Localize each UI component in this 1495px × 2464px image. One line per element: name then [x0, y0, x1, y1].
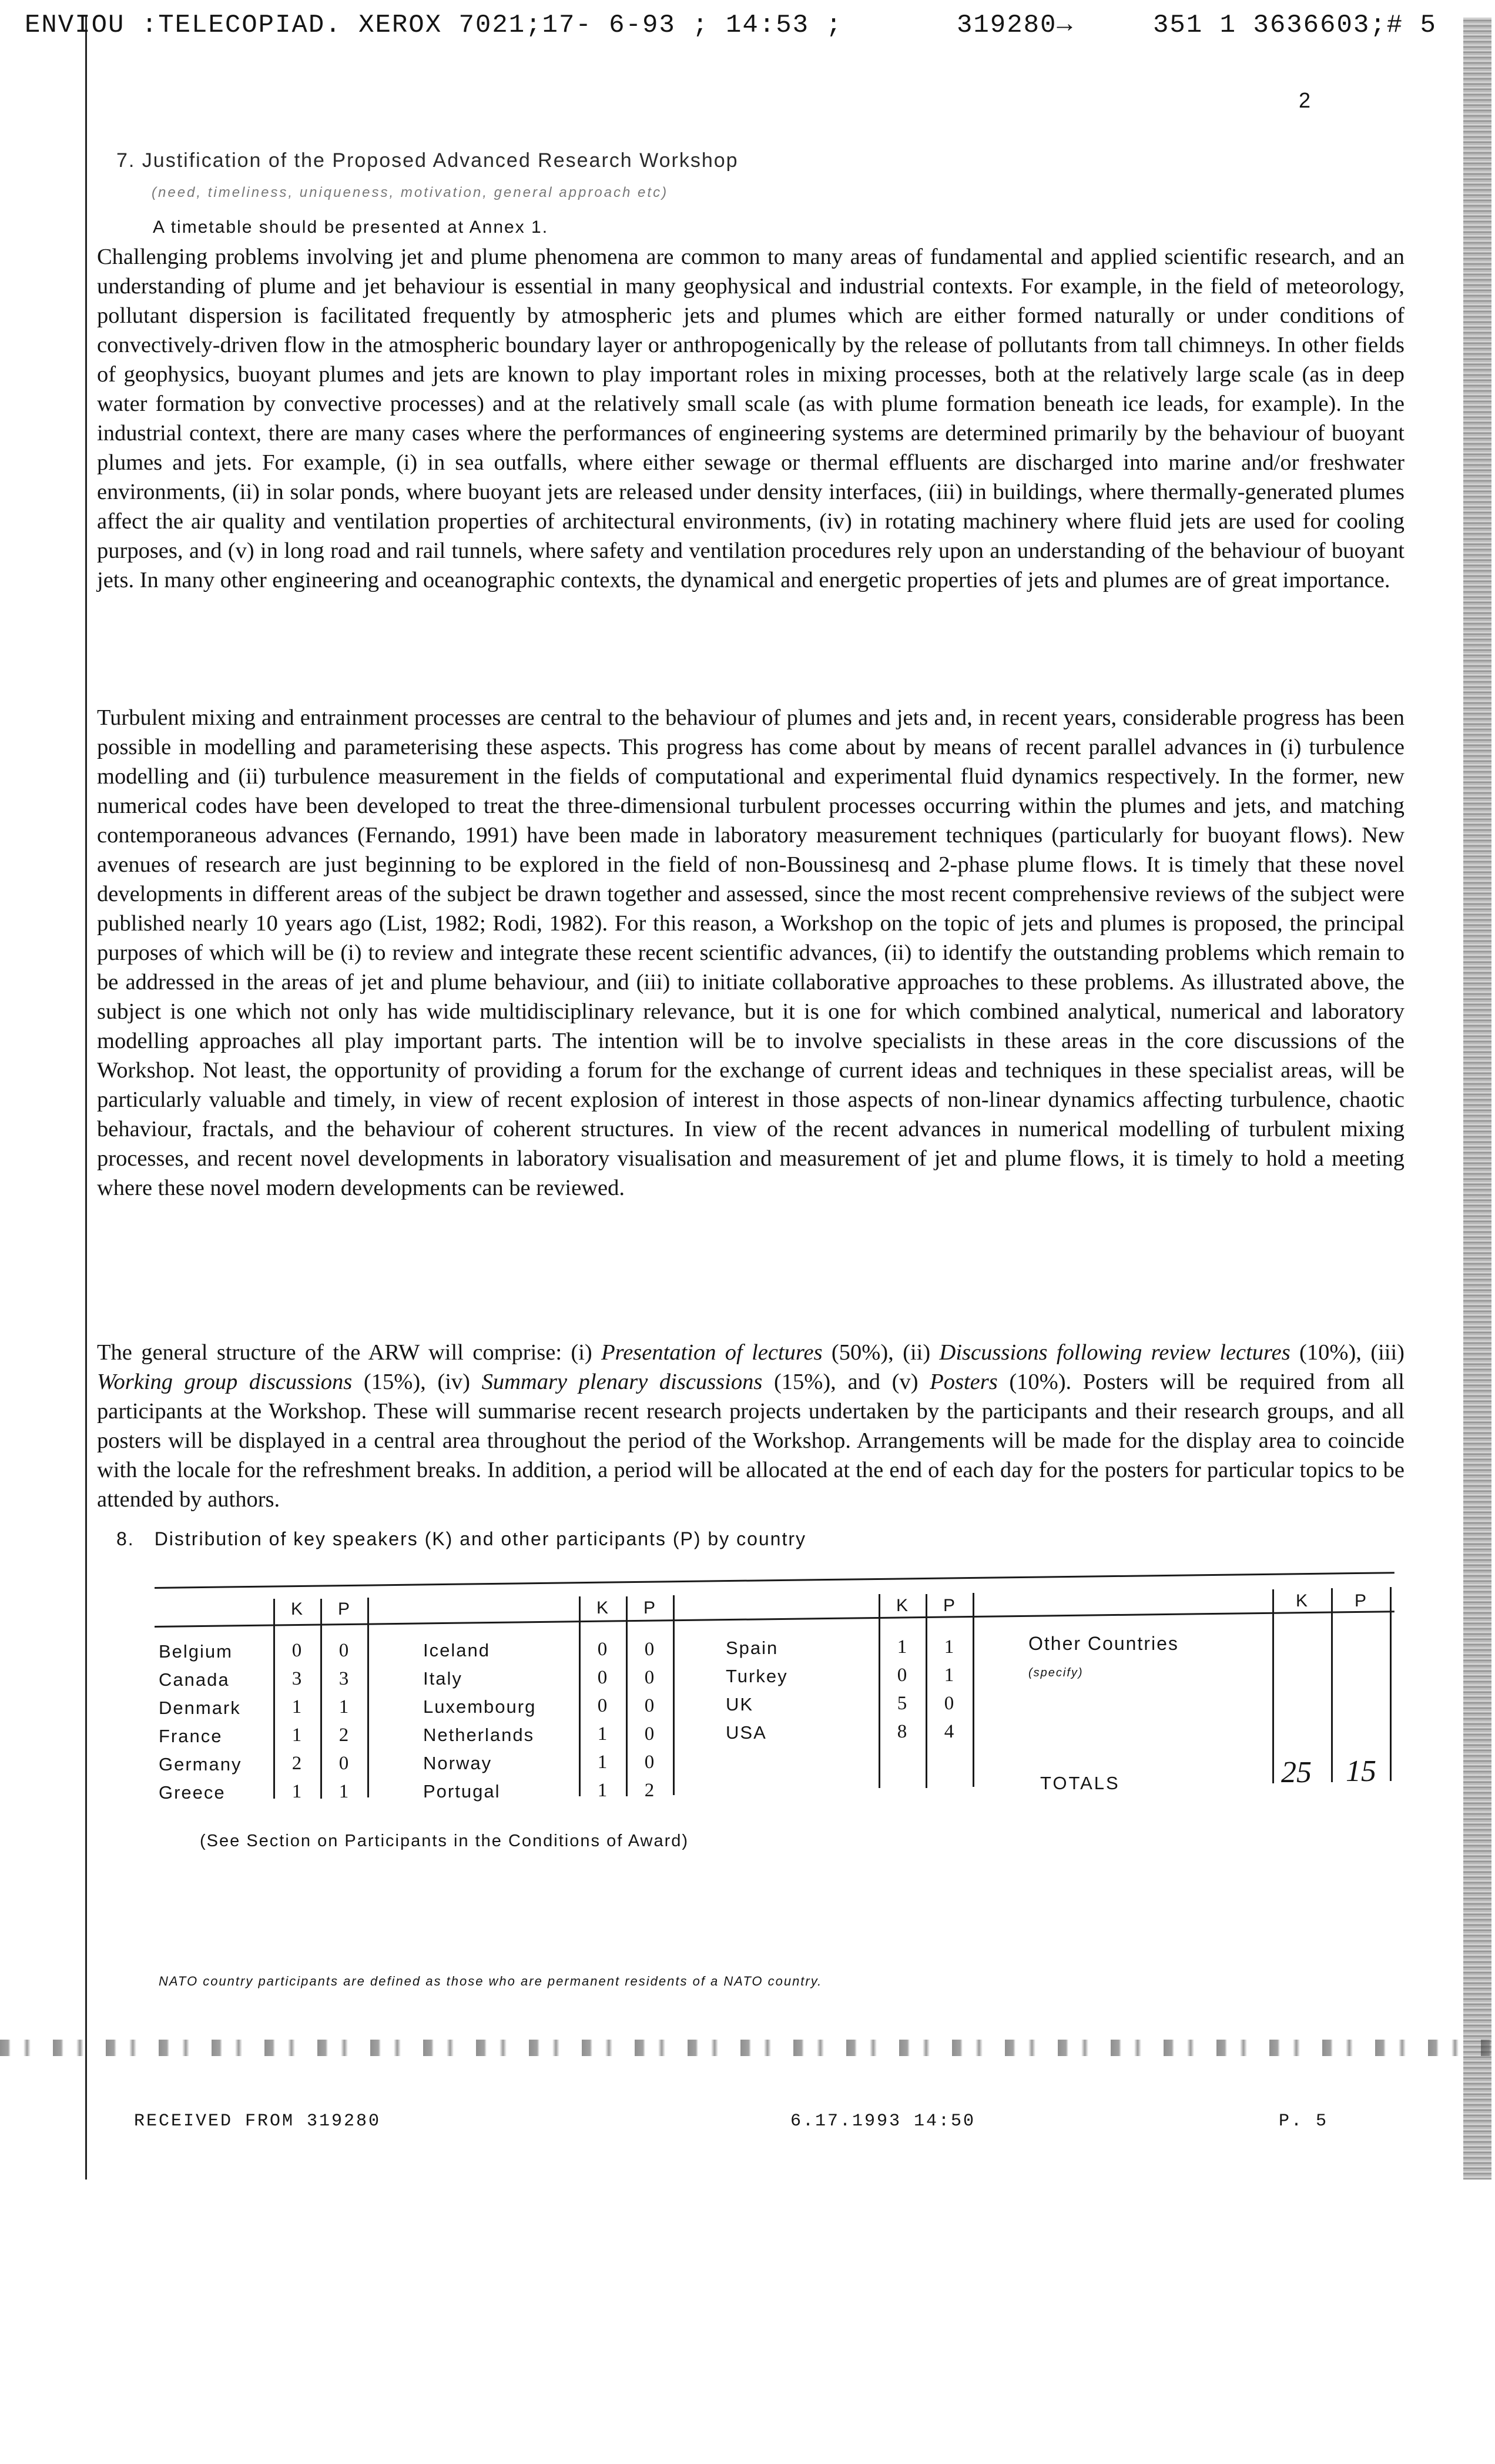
country-iceland: Iceland — [423, 1640, 490, 1660]
col-p-header: P — [337, 1599, 350, 1619]
received-from: RECEIVED FROM 319280 — [134, 2111, 381, 2131]
netherlands-p: 0 — [644, 1723, 655, 1745]
portugal-k: 1 — [597, 1780, 608, 1801]
usa-p: 4 — [944, 1721, 954, 1742]
table-rule — [673, 1595, 675, 1795]
table-rule — [926, 1594, 927, 1788]
p3-emphasis-lectures: Presentation of lectures — [601, 1340, 823, 1365]
country-spain: Spain — [726, 1638, 779, 1658]
col-k-header: K — [896, 1596, 908, 1615]
country-norway: Norway — [423, 1753, 492, 1773]
paragraph-arw-structure — [97, 1338, 1405, 1514]
table-rule — [1331, 1588, 1333, 1782]
received-page: P. 5 — [1279, 2111, 1329, 2131]
p3-text-6: (10%). Posters will be required from all participants at the Workshop. These will summarise recent research projects undertaken by the participants and their research groups, and all posters will be displayed in a central area throughout the period of the Workshop. Arrangements will be made for the display area to coincide with the locale for the refreshment breaks. In addition, a period will be allocated at the end of each day for the posters for particular topics to be attended by authors. — [97, 1370, 1405, 1512]
participants-table — [150, 1575, 1402, 1810]
other-countries-label: Other Countries — [1028, 1633, 1179, 1654]
greece-p: 1 — [338, 1781, 349, 1802]
table-top-rule — [155, 1572, 1395, 1589]
table-rule — [879, 1594, 880, 1788]
spain-p: 1 — [944, 1636, 954, 1658]
section-7-subheading: (need, timeliness, uniqueness, motivation, general approach etc) — [152, 185, 669, 200]
col-k-header: K — [290, 1599, 303, 1619]
col-p-header: P — [943, 1596, 955, 1615]
fax-header-sender: ENVIOU :TELECOPIAD. XEROX 7021;17- 6-93 ; 14:53 ; — [25, 11, 843, 40]
specify-note: (specify) — [1028, 1666, 1084, 1679]
table-rule — [367, 1598, 369, 1797]
italy-p: 0 — [644, 1667, 655, 1688]
table-rule — [273, 1599, 275, 1799]
p3-emphasis-posters: Posters — [930, 1370, 998, 1394]
section-7-heading: 7. Justification of the Proposed Advanced Research Workshop — [116, 149, 739, 172]
blank-bottom-margin — [0, 2180, 1495, 2464]
p3-emphasis-plenary: Summary plenary discussions — [481, 1370, 763, 1394]
iceland-p: 0 — [644, 1639, 655, 1660]
paragraph-jets-plumes-applications: Challenging problems involving jet and plume phenomena are common to many areas of fundamental and applied scientific research, and an understanding of plume and jet behaviour is essential in many geophysical and industrial contexts. For example, in the field of meteorology, pollutant dispersion is facilitated frequently by atmospheric jets and plumes which are either formed naturally or under conditions of convectively-driven flow in the atmospheric boundary layer or anthropogenically by the release of pollutants from tall chimneys. In other fields of geophysics, buoyant plumes and jets are known to play important roles in mixing processes, both at the relatively large scale (as in deep water formation by convective processes) and at the relatively small scale (as with plume formation beneath ice leads, for example). In the industrial context, there are many cases where the performances of engineering systems are determined primarily by the behaviour of buoyant plumes and jets. For example, (i) in sea outfalls, where either sewage or thermal effluents are discharged into marine and/or freshwater environments, (ii) in solar ponds, where buoyant jets are released under density interfaces, (iii) in buildings, where thermally-generated plumes affect the air quality and ventilation properties of architectural environments, (iv) in rotating machinery where fluid jets are used for cooling purposes, and (v) in long road and rail tunnels, where safety and ventilation procedures rely upon an understanding of the behaviour of buoyant jets. In many other engineering and oceanographic contexts, the dynamical and energetic properties of jets and plumes are of great importance. — [97, 245, 1405, 592]
fax-header-number: 319280→ — [957, 11, 1074, 40]
country-usa: USA — [726, 1722, 767, 1743]
germany-k: 2 — [291, 1753, 302, 1774]
p3-emphasis-discussions: Discussions following review lectures — [939, 1340, 1290, 1365]
table-rule — [1272, 1589, 1274, 1783]
uk-k: 5 — [897, 1693, 907, 1714]
portugal-p: 2 — [644, 1780, 655, 1801]
fax-header-destination: 351 1 3636603;# 5 — [1153, 11, 1437, 40]
nato-country-note: NATO country participants are defined as those who are permanent residents of a NATO country. — [159, 1974, 823, 1988]
greece-k: 1 — [291, 1781, 302, 1802]
total-p: 15 — [1346, 1755, 1376, 1788]
country-germany: Germany — [159, 1754, 242, 1775]
country-france: France — [159, 1726, 223, 1746]
p3-text-2: (50%), (ii) — [822, 1340, 940, 1365]
p3-text-1: The general structure of the ARW will comprise: (i) — [97, 1340, 602, 1365]
col-k-header: K — [596, 1598, 608, 1618]
p3-emphasis-working-groups: Working group discussions — [97, 1370, 353, 1394]
spain-k: 1 — [897, 1636, 907, 1658]
country-luxembourg: Luxembourg — [423, 1696, 537, 1717]
country-portugal: Portugal — [423, 1781, 501, 1802]
turkey-p: 1 — [944, 1665, 954, 1686]
luxembourg-k: 0 — [597, 1695, 608, 1716]
p3-text-3: (10%), (iii) — [1290, 1340, 1405, 1365]
germany-p: 0 — [338, 1753, 349, 1774]
section-8-number: 8. — [116, 1528, 135, 1549]
left-margin-rule — [85, 16, 87, 2180]
france-p: 2 — [338, 1725, 349, 1746]
scan-artifact-streak — [0, 2040, 1495, 2056]
belgium-k: 0 — [291, 1640, 302, 1661]
table-rule — [1390, 1587, 1392, 1781]
denmark-k: 1 — [291, 1696, 302, 1718]
country-italy: Italy — [423, 1668, 462, 1689]
p3-text-4: (15%), (iv) — [352, 1370, 482, 1394]
country-belgium: Belgium — [159, 1641, 233, 1662]
country-greece: Greece — [159, 1782, 226, 1803]
total-k: 25 — [1281, 1756, 1312, 1789]
norway-p: 0 — [644, 1752, 655, 1773]
received-datetime: 6.17.1993 14:50 — [790, 2111, 976, 2131]
norway-k: 1 — [597, 1752, 608, 1773]
totals-label: TOTALS — [1040, 1773, 1120, 1793]
canada-k: 3 — [291, 1668, 302, 1689]
page-number: 2 — [1299, 88, 1311, 112]
france-k: 1 — [291, 1725, 302, 1746]
italy-k: 0 — [597, 1667, 608, 1688]
timetable-note: A timetable should be presented at Annex 1. — [153, 217, 549, 237]
luxembourg-p: 0 — [644, 1695, 655, 1716]
col-p-header: P — [1354, 1591, 1366, 1611]
iceland-k: 0 — [597, 1639, 608, 1660]
country-netherlands: Netherlands — [423, 1725, 535, 1745]
usa-k: 8 — [897, 1721, 907, 1742]
denmark-p: 1 — [338, 1696, 349, 1718]
uk-p: 0 — [944, 1693, 954, 1714]
country-uk: UK — [726, 1694, 754, 1715]
col-p-header: P — [643, 1598, 655, 1618]
table-rule — [579, 1596, 581, 1796]
scan-edge-strip — [1463, 18, 1491, 2181]
section-8-heading — [116, 1528, 806, 1550]
canada-p: 3 — [338, 1668, 349, 1689]
netherlands-k: 1 — [597, 1723, 608, 1745]
table-rule — [626, 1596, 628, 1796]
country-denmark: Denmark — [159, 1698, 241, 1718]
p3-text-5: (15%), and (v) — [762, 1370, 930, 1394]
col-k-header: K — [1295, 1591, 1308, 1611]
conditions-of-award-note: (See Section on Participants in the Conditions of Award) — [200, 1832, 689, 1850]
turkey-k: 0 — [897, 1665, 907, 1686]
country-canada: Canada — [159, 1669, 230, 1690]
country-turkey: Turkey — [726, 1666, 788, 1686]
belgium-p: 0 — [338, 1640, 349, 1661]
section-8-title: Distribution of key speakers (K) and other participants (P) by country — [154, 1528, 806, 1549]
paragraph-turbulent-mixing: Turbulent mixing and entrainment processes are central to the behaviour of plumes and jets and, in recent years, considerable progress has been possible in modelling and parameterising these aspects. This progress has come about by means of recent parallel advances in (i) turbulence modelling and (ii) turbulence measurement in the fields of computational and experimental fluid dynamics respectively. In the former, new numerical codes have been developed to treat the three-dimensional turbulent processes occurring within the plumes and jets, and matching contemporaneous advances (Fernando, 1991) have been made in laboratory measurement techniques (particularly for buoyant flows). New avenues of research are just beginning to be explored in the field of non-Boussinesq and 2-phase plume flows. It is timely that these novel developments in different areas of the subject be drawn together and assessed, since the most recent comprehensive reviews of the subject were published nearly 10 years ago (List, 1982; Rodi, 1982). For this reason, a Workshop on the topic of jets and plumes is proposed, the principal purposes of which will be (i) to review and integrate these recent scientific advances, (ii) to identify the outstanding problems which remain to be addressed in the areas of jet and plume behaviour, and (iii) to initiate collaborative approaches to these problems. As illustrated above, the subject is one which not only has wide multidisciplinary relevance, but it is one for which combined analytical, numerical and laboratory modelling approaches all play important parts. The intention will be to involve specialists in these areas in the core discussions of the Workshop. Not least, the opportunity of providing a forum for the exchange of current ideas and techniques in these specialist areas, will be particularly valuable and timely, in view of recent explosion of interest in those aspects of non-linear dynamics affecting turbulence, chaotic behaviour, fractals, and the behaviour of coherent structures. In view of the recent advances in numerical modelling of turbulent mixing processes, and recent novel developments in laboratory visualisation and measurement of jet and plume flows, it is timely to hold a meeting where these novel modern developments can be reviewed. — [97, 705, 1405, 1200]
table-rule — [973, 1593, 974, 1787]
table-rule — [320, 1599, 322, 1799]
